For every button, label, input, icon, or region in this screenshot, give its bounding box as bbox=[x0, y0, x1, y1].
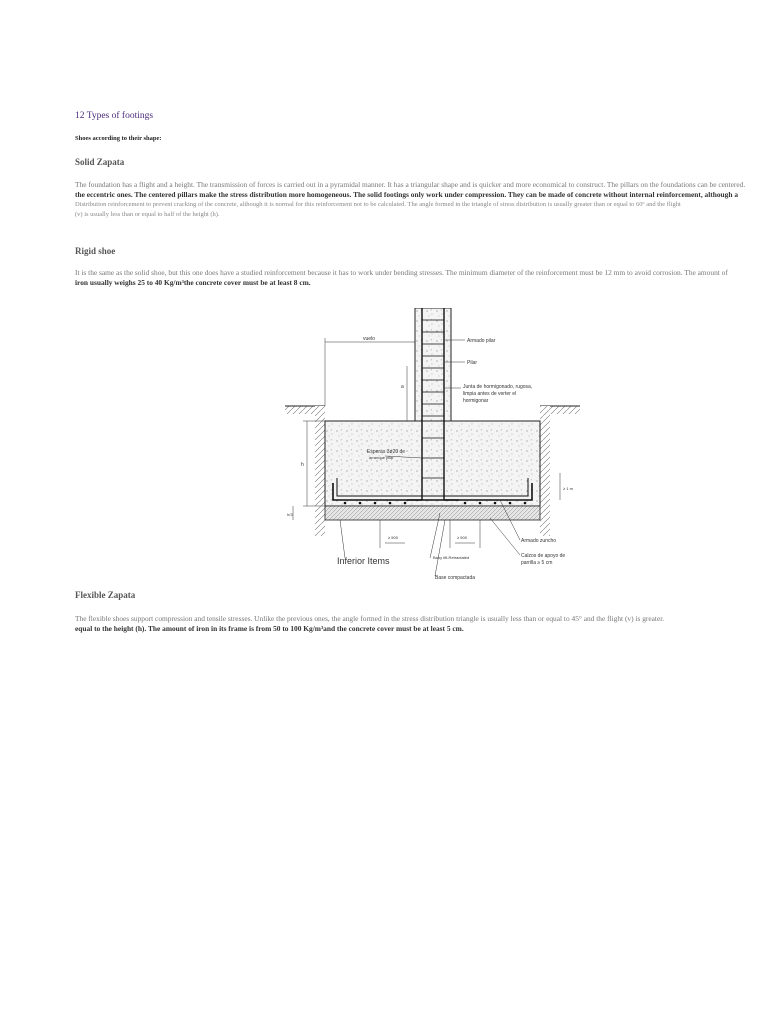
label-base-compactada: Base compactada bbox=[435, 575, 476, 581]
label-armado-zuncho: Armado zuncho bbox=[521, 538, 557, 544]
label-h: h bbox=[301, 462, 304, 468]
label-calzos: Calzos de apoyo de bbox=[521, 553, 566, 559]
label-junta-2: limpia antes de verter el bbox=[463, 391, 517, 397]
footing-section-diagram bbox=[285, 308, 580, 588]
section-heading-rigid-shoe: Rigid shoe bbox=[75, 246, 116, 256]
label-dim-1: ≥ 500 bbox=[388, 535, 398, 540]
paragraph-line: It is the same as the solid shoe, but this one does have a studied reinforcement because it has to work under bending stresses. The minimum diameter of the reinforcement must be 12 mm to avoid corrosion. The amount of bbox=[75, 268, 728, 277]
section-body-flexible-zapata bbox=[75, 614, 755, 634]
section-body-solid-zapata bbox=[75, 180, 755, 220]
page-title: 12 Types of footings bbox=[75, 111, 154, 121]
paragraph-line: (v) is usually less than or equal to half of the height (h). bbox=[75, 211, 220, 218]
section-heading-flexible-zapata: Flexible Zapata bbox=[75, 590, 136, 600]
label-calzos-2: parrilla ≥ 5 cm bbox=[521, 560, 553, 566]
label-junta: Junta de hormigonado, rugosa, bbox=[463, 384, 533, 390]
label-junta-3: hormigonar bbox=[463, 398, 489, 404]
label-vuelo: vuelo bbox=[363, 336, 375, 342]
paragraph-line: The flexible shoes support compression and tensile stresses. Unlike the previous ones, the angle formed in the stress distribution triangle is usually less than or equal to 45° and the flight (v) is greater. bbox=[75, 614, 665, 623]
footing-concrete bbox=[325, 421, 540, 506]
label-armado-pilar: Armado pilar bbox=[467, 338, 496, 344]
paragraph-line: Distribution reinforcement to prevent cracking of the concrete, although it is normal for this reinforcement not to be calculated. The angle formed in the triangle of stress distribution is usually greater than or equal to 60º and the flight bbox=[75, 201, 681, 208]
soil-wall-right bbox=[540, 406, 550, 536]
label-inferior-items: Inferior Items bbox=[337, 556, 390, 566]
label-dim-2: ≥ 500 bbox=[457, 535, 467, 540]
label-dim-left: h/3 bbox=[287, 512, 293, 517]
paragraph-line: the eccentric ones. The centered pillars make the stress distribution more homogeneous. The solid footings only work under compression. They can be made of concrete without internal reinforcement, although a bbox=[75, 190, 739, 199]
paragraph-line: iron usually weighs 25 to 40 Kg/m³the concrete cover must be at least 8 cm. bbox=[75, 278, 311, 287]
label-ring: Baby lift-Retractated bbox=[433, 555, 470, 560]
label-dim-right: ≥ 1 m bbox=[563, 486, 573, 491]
gravel-base bbox=[325, 506, 540, 520]
label-esperas: Esperas 3ø20 de bbox=[367, 449, 406, 455]
page-subtitle: Shoes according to their shape: bbox=[75, 135, 162, 142]
label-esperas-2: arranque pilar bbox=[369, 455, 394, 460]
section-body-rigid-shoe bbox=[75, 268, 755, 288]
label-a: a bbox=[401, 384, 404, 390]
paragraph-line: equal to the height (h). The amount of iron in its frame is from 50 to 100 Kg/m³and the concrete cover must be at least 5 cm. bbox=[75, 624, 464, 633]
label-pilar: Pilar bbox=[467, 360, 478, 366]
soil-wall-left bbox=[315, 406, 325, 536]
paragraph-line: The foundation has a flight and a height. The transmission of forces is carried out in a pyramidal manner. It has a triangular shape and is quicker and more economical to construct. The pillars on the foundations can be centered. bbox=[75, 180, 746, 189]
section-heading-solid-zapata: Solid Zapata bbox=[75, 157, 125, 167]
